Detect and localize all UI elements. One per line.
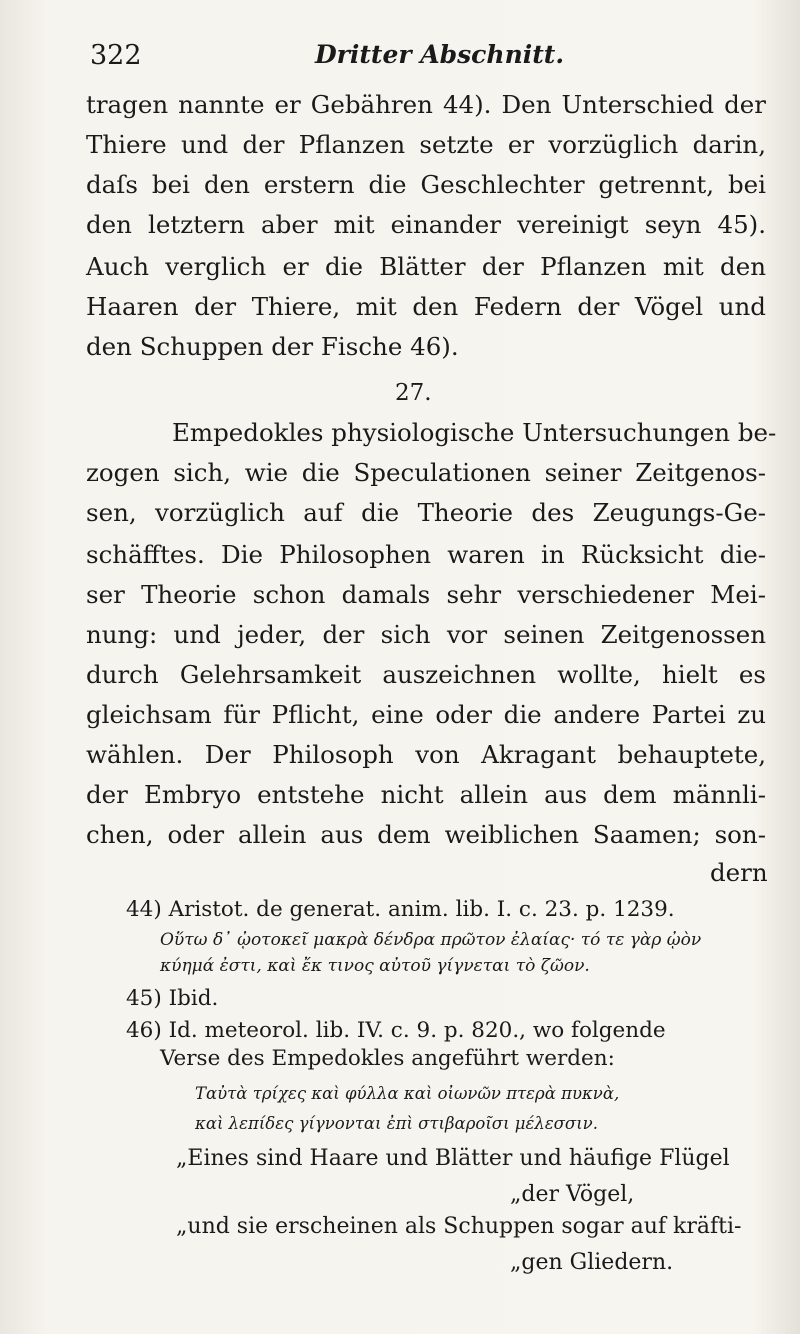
verse-greek: Ταὐτὰ τρίχες καὶ φύλλα καὶ οἰωνῶν πτερὰ πυκνὰ, bbox=[195, 1084, 620, 1103]
body-line: der Embryo entstehe nicht allein aus dem männli- bbox=[86, 780, 766, 809]
body-line: daſs bei den erstern die Geschlechter getrennt, bei bbox=[86, 170, 766, 199]
body-line: chen, oder allein aus dem weiblichen Saamen; son- bbox=[86, 820, 766, 849]
body-line: schäfftes. Die Philosophen waren in Rücksicht die- bbox=[86, 540, 766, 569]
page-header bbox=[90, 40, 760, 80]
body-line: Haaren der Thiere, mit den Federn der Vögel und bbox=[86, 292, 766, 321]
body-line: wählen. Der Philosoph von Akragant behauptete, bbox=[86, 740, 766, 769]
footnote-46-intro: Verse des Empedokles angeführt werden: bbox=[160, 1046, 615, 1071]
verse-greek: καὶ λεπίδες γίγνονται ἐπὶ στιβαροῖσι μέλεσσιν. bbox=[195, 1114, 598, 1133]
body-line: ser Theorie schon damals sehr verschiedener Mei- bbox=[86, 580, 766, 609]
body-line: den Schuppen der Fische 46). bbox=[86, 332, 459, 361]
verse-translation: „und sie erscheinen als Schuppen sogar auf kräfti- bbox=[176, 1214, 742, 1239]
footnote-44-greek: Οὕτω δ᾿ ᾠοτοκεῖ μακρὰ δένδρα πρῶτον ἐλαίας· τό τε γὰρ ᾠὸν bbox=[160, 930, 702, 950]
body-line: gleichsam für Pflicht, eine oder die andere Partei zu bbox=[86, 700, 766, 729]
body-line: zogen sich, wie die Speculationen seiner Zeitgenos- bbox=[86, 458, 766, 487]
catchword: dern bbox=[710, 858, 768, 887]
running-head: Dritter Abschnitt. bbox=[315, 40, 565, 69]
verse-translation: „gen Gliedern. bbox=[510, 1250, 674, 1275]
body-line: Empedokles physiologische Untersuchungen be- bbox=[172, 418, 777, 447]
body-line: sen, vorzüglich auf die Theorie des Zeugungs-Ge- bbox=[86, 498, 766, 527]
footnote-46: 46) Id. meteorol. lib. IV. c. 9. p. 820., wo folgende bbox=[126, 1018, 666, 1043]
verse-translation: „Eines sind Haare und Blätter und häufige Flügel bbox=[176, 1146, 730, 1171]
body-line: Thiere und der Pflanzen setzte er vorzüglich darin, bbox=[86, 130, 766, 159]
section-number: 27. bbox=[395, 380, 432, 406]
footnote-44-greek: κύημά ἐστι, καὶ ἔκ τινος αὐτοῦ γίγνεται τὸ ζῶον. bbox=[160, 956, 590, 976]
page-number: 322 bbox=[90, 40, 142, 71]
body-line: den letztern aber mit einander vereinigt seyn 45). bbox=[86, 210, 766, 239]
body-line: tragen nannte er Gebähren 44). Den Unterschied der bbox=[86, 90, 766, 119]
verse-translation: „der Vögel, bbox=[510, 1182, 635, 1207]
body-line: nung: und jeder, der sich vor seinen Zeitgenossen bbox=[86, 620, 766, 649]
body-line: durch Gelehrsamkeit auszeichnen wollte, hielt es bbox=[86, 660, 766, 689]
body-line: Auch verglich er die Blätter der Pflanzen mit den bbox=[86, 252, 766, 281]
footnote-45: 45) Ibid. bbox=[126, 986, 219, 1011]
footnote-44: 44) Aristot. de generat. anim. lib. I. c. 23. p. 1239. bbox=[126, 897, 675, 922]
